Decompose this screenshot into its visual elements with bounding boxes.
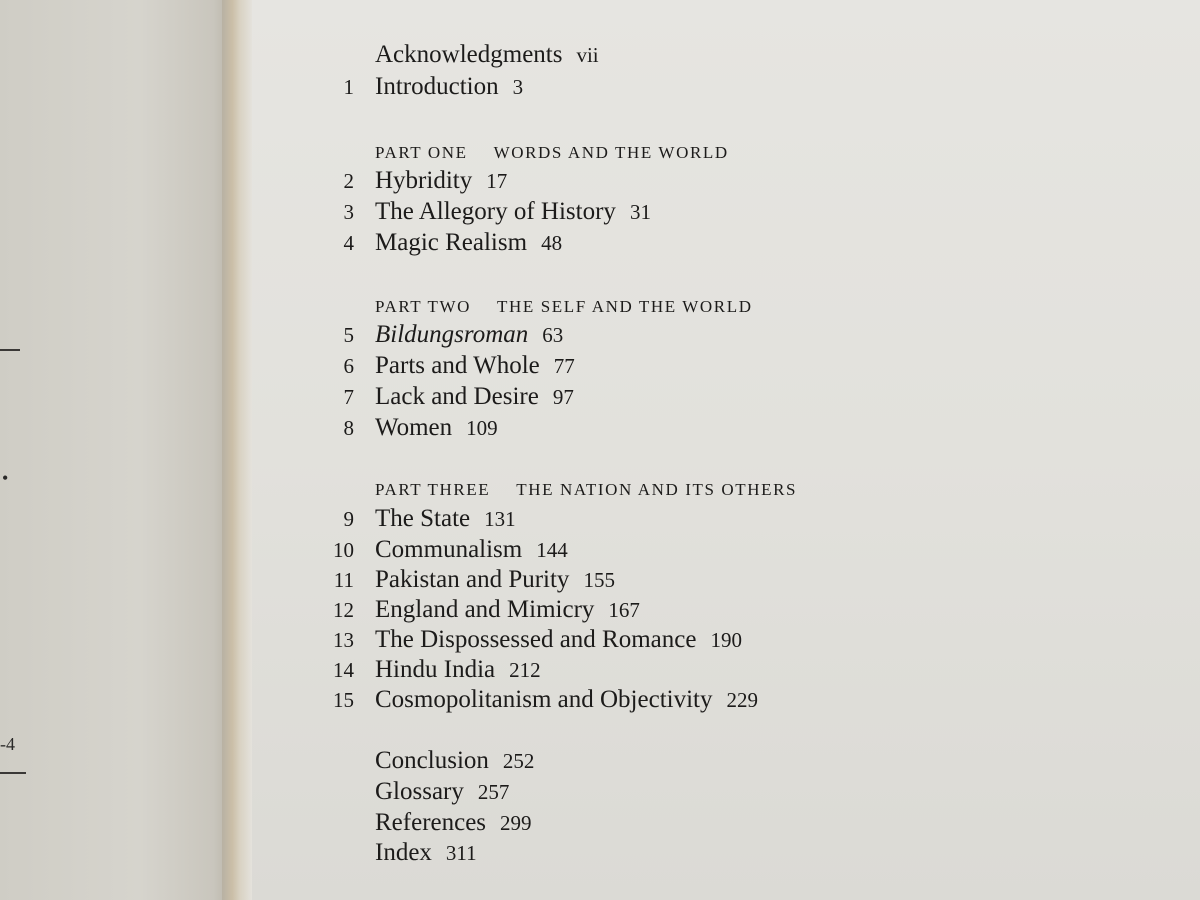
entry-title: References [375,809,487,836]
part-title: THE SELF AND THE WORLD [497,297,753,316]
entry-page: 109 [466,416,498,440]
chapter-number: 12 [333,598,354,622]
chapter-number: 10 [333,538,354,562]
entry-page: 63 [542,323,564,347]
part-two-heading [375,297,753,317]
entry-page: 212 [509,658,541,682]
part-one-heading [375,143,729,163]
entry-title: Hindu India [375,656,496,683]
entry-title-block [375,166,507,196]
entry-title-block [375,228,562,258]
entry-page: 190 [710,628,742,652]
text-fragment: • [2,468,9,488]
chapter-number: 11 [333,568,354,592]
chapter-number: 13 [333,628,354,652]
left-facing-page [0,0,232,900]
chapter-number: 5 [343,323,354,347]
entry-page: 3 [512,75,524,99]
entry-title: Conclusion [375,747,489,774]
text-fragment: -4 [0,734,15,754]
entry-page: 31 [629,200,651,224]
entry-title-block [375,413,498,443]
entry-page: 167 [608,598,640,622]
entry-title: Parts and Whole [375,352,540,379]
entry-title: The Allegory of History [375,198,616,225]
entry-title: England and Mimicry [375,596,595,623]
entry-title-block [375,197,651,227]
entry-page: 229 [726,688,758,712]
entry-page: 252 [502,749,535,773]
entry-page: 97 [552,385,574,409]
chapter-number: 4 [343,231,354,255]
entry-title: Index [375,839,432,866]
entry-page: 257 [477,780,510,804]
entry-title-block [375,565,615,595]
entry-title-block [375,685,758,715]
entry-title-block [375,72,523,102]
entry-page: 311 [445,841,477,865]
entry-title: Bildungsroman [375,321,529,348]
entry-title: Women [375,414,453,441]
entry-page: 299 [500,811,532,835]
entry-title-block [375,746,534,776]
entry-page: 48 [541,231,563,255]
book-gutter [222,0,252,900]
entry-page: 17 [486,169,508,193]
chapter-number: 3 [343,200,354,224]
entry-page: 131 [484,507,516,531]
entry-page: 155 [583,568,615,592]
entry-title: Pakistan and Purity [375,566,570,593]
entry-title-block [375,535,568,565]
part-three-heading [375,480,797,500]
chapter-number: 2 [343,169,354,193]
part-title: THE NATION AND ITS OTHERS [516,480,798,499]
part-label: PART ONE [375,143,468,162]
entry-title: Acknowledgments [375,41,563,68]
contents-page [252,0,1200,900]
entry-page: 144 [536,538,568,562]
entry-title-block [375,808,532,838]
entry-title-block [375,320,563,350]
entry-title-block [375,504,516,534]
entry-title-block [375,595,640,625]
entry-page: 77 [553,354,575,378]
entry-title: Communalism [375,536,523,563]
chapter-number: 8 [343,416,354,440]
chapter-number: 6 [343,354,354,378]
entry-title: Hybridity [375,167,473,194]
entry-title-block [375,777,509,807]
entry-title-block [375,838,477,868]
table-of-contents [252,0,1200,900]
entry-title: The Dispossessed and Romance [375,626,697,653]
chapter-number: 7 [343,385,354,409]
entry-title: Lack and Desire [375,383,539,410]
chapter-number: 14 [333,658,354,682]
entry-title: Glossary [375,778,464,805]
entry-title-block [375,625,742,655]
entry-title-block [375,40,599,70]
entry-page: vii [576,43,599,67]
entry-title-block [375,382,574,412]
chapter-number: 15 [333,688,354,712]
rule-fragment [0,772,26,774]
part-title: WORDS AND THE WORLD [493,143,729,162]
chapter-number: 9 [343,507,354,531]
rule-fragment [0,349,20,351]
entry-title-block [375,655,541,685]
entry-title: Introduction [375,73,499,100]
part-label: PART THREE [375,480,491,499]
entry-title: Magic Realism [375,229,528,256]
entry-title: Cosmopolitanism and Objectivity [375,686,713,713]
part-label: PART TWO [375,297,472,316]
entry-title: The State [375,505,471,532]
entry-title-block [375,351,575,381]
chapter-number: 1 [343,75,354,99]
